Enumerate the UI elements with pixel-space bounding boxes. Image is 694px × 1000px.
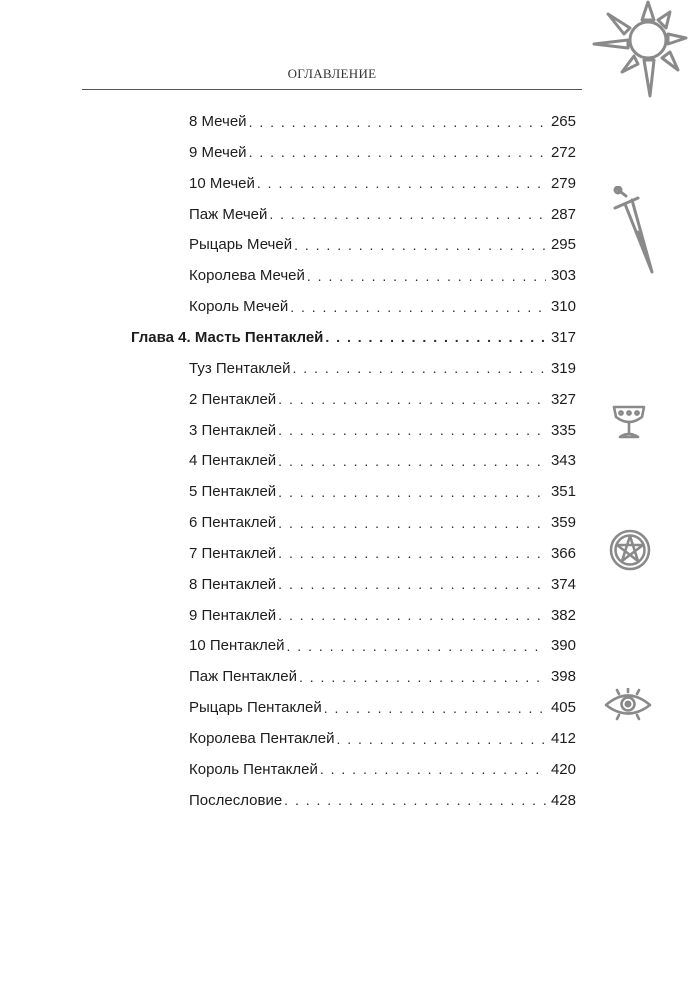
toc-page-number: 412 [550,730,576,747]
running-head-title: ОГЛАВЛЕНИЕ [287,66,377,81]
toc-page-number: 428 [550,791,576,809]
toc-page-number: 287 [550,205,576,223]
toc-leader-dots [290,299,546,315]
toc-row [189,692,576,723]
toc-entry-label: 10 Мечей [189,174,255,192]
toc-leader-dots [278,484,546,500]
toc-entry-label: 5 Пентаклей [189,483,277,501]
toc-row [189,507,576,538]
toc-entry-label: 4 Пентаклей [189,452,277,470]
toc-page-number: 366 [550,544,576,562]
toc-entry-label: 3 Пентаклей [189,421,277,439]
toc-row [189,137,576,168]
toc-row [189,260,576,291]
toc-row [189,353,576,384]
eye-icon [603,688,653,722]
toc-entry-label: Король Мечей [189,298,289,316]
toc-page-number: 420 [550,760,576,778]
toc-entry-label: Королева Пентаклей [189,730,335,747]
toc-leader-dots [325,329,546,345]
toc-leader-dots [278,545,546,561]
sun-icon [588,0,688,100]
toc-leader-dots [337,731,547,747]
toc-leader-dots [287,638,546,654]
cup-icon [611,403,647,441]
toc-row [189,754,576,785]
toc-page-number: 335 [550,421,576,439]
toc-row [189,630,576,661]
toc-leader-dots [278,607,546,623]
toc-entry-label: 8 Пентаклей [189,575,277,593]
sword-icon [612,186,660,278]
toc-entry-label: Паж Мечей [189,205,268,223]
toc-row [189,199,576,230]
toc-entry-label: Паж Пентаклей [189,668,297,686]
toc-page-number: 351 [550,483,576,501]
toc-leader-dots [249,114,546,130]
toc-page-number: 390 [550,637,576,655]
toc-leader-dots [324,700,546,716]
toc-row [189,661,576,692]
toc-row [189,538,576,569]
toc-entry-label: Королева Мечей [189,267,305,285]
toc-entry-label: 10 Пентаклей [189,637,285,655]
toc-page-number: 303 [550,267,576,285]
header-rule [82,89,582,90]
toc-row [189,384,576,415]
toc-page-number: 359 [550,514,576,532]
toc-leader-dots [249,144,546,160]
toc-leader-dots [278,576,546,592]
toc-entry-label: 9 Мечей [189,143,247,161]
toc-entry-label: Глава 4. Масть Пентаклей [131,328,324,346]
toc-leader-dots [294,237,546,253]
toc-page-number: 319 [550,359,576,377]
toc-page-number: 405 [550,699,576,717]
toc-leader-dots [278,453,546,469]
toc-leader-dots [278,515,546,531]
toc-page-number: 317 [550,328,576,346]
toc-entry-label: 8 Мечей [189,113,247,130]
toc-leader-dots [284,792,546,808]
toc-row [189,229,576,260]
toc-row [189,106,576,137]
toc-row [189,445,576,476]
toc-leader-dots [278,391,546,407]
toc-page-number: 310 [550,298,576,316]
toc-page-number: 265 [550,113,576,130]
toc-page-number: 382 [550,606,576,624]
toc-leader-dots [269,206,546,222]
toc-leader-dots [299,669,546,685]
toc-entry-label: 9 Пентаклей [189,606,277,624]
toc-leader-dots [307,268,546,284]
toc-leader-dots [257,175,546,191]
toc-chapter-row [131,322,576,353]
toc-leader-dots [278,422,546,438]
toc-entry-label: 2 Пентаклей [189,390,277,408]
toc-row [189,785,576,816]
toc-page-number: 398 [550,668,576,686]
toc-entry-label: Рыцарь Пентаклей [189,699,322,717]
toc-leader-dots [293,360,546,376]
toc-page-number: 374 [550,575,576,593]
toc-page-number: 327 [550,390,576,408]
toc-entry-label: Туз Пентаклей [189,359,291,377]
toc-page-number: 295 [550,236,576,254]
toc-page-number: 279 [550,174,576,192]
toc-row [189,476,576,507]
toc-row [189,415,576,446]
toc-row [189,168,576,199]
toc-row [189,723,576,754]
pentacle-icon [608,528,652,572]
toc-leader-dots [320,761,546,777]
toc-entry-label: Рыцарь Мечей [189,236,293,254]
toc-entry-label: 6 Пентаклей [189,514,277,532]
toc-page-number: 343 [550,452,576,470]
toc-row [189,291,576,322]
toc-entry-label: 7 Пентаклей [189,544,277,562]
toc-entry-label: Король Пентаклей [189,760,318,778]
toc-row [189,569,576,600]
toc-row [189,600,576,631]
toc-entry-label: Послесловие [189,791,283,809]
toc-page-number: 272 [550,143,576,161]
